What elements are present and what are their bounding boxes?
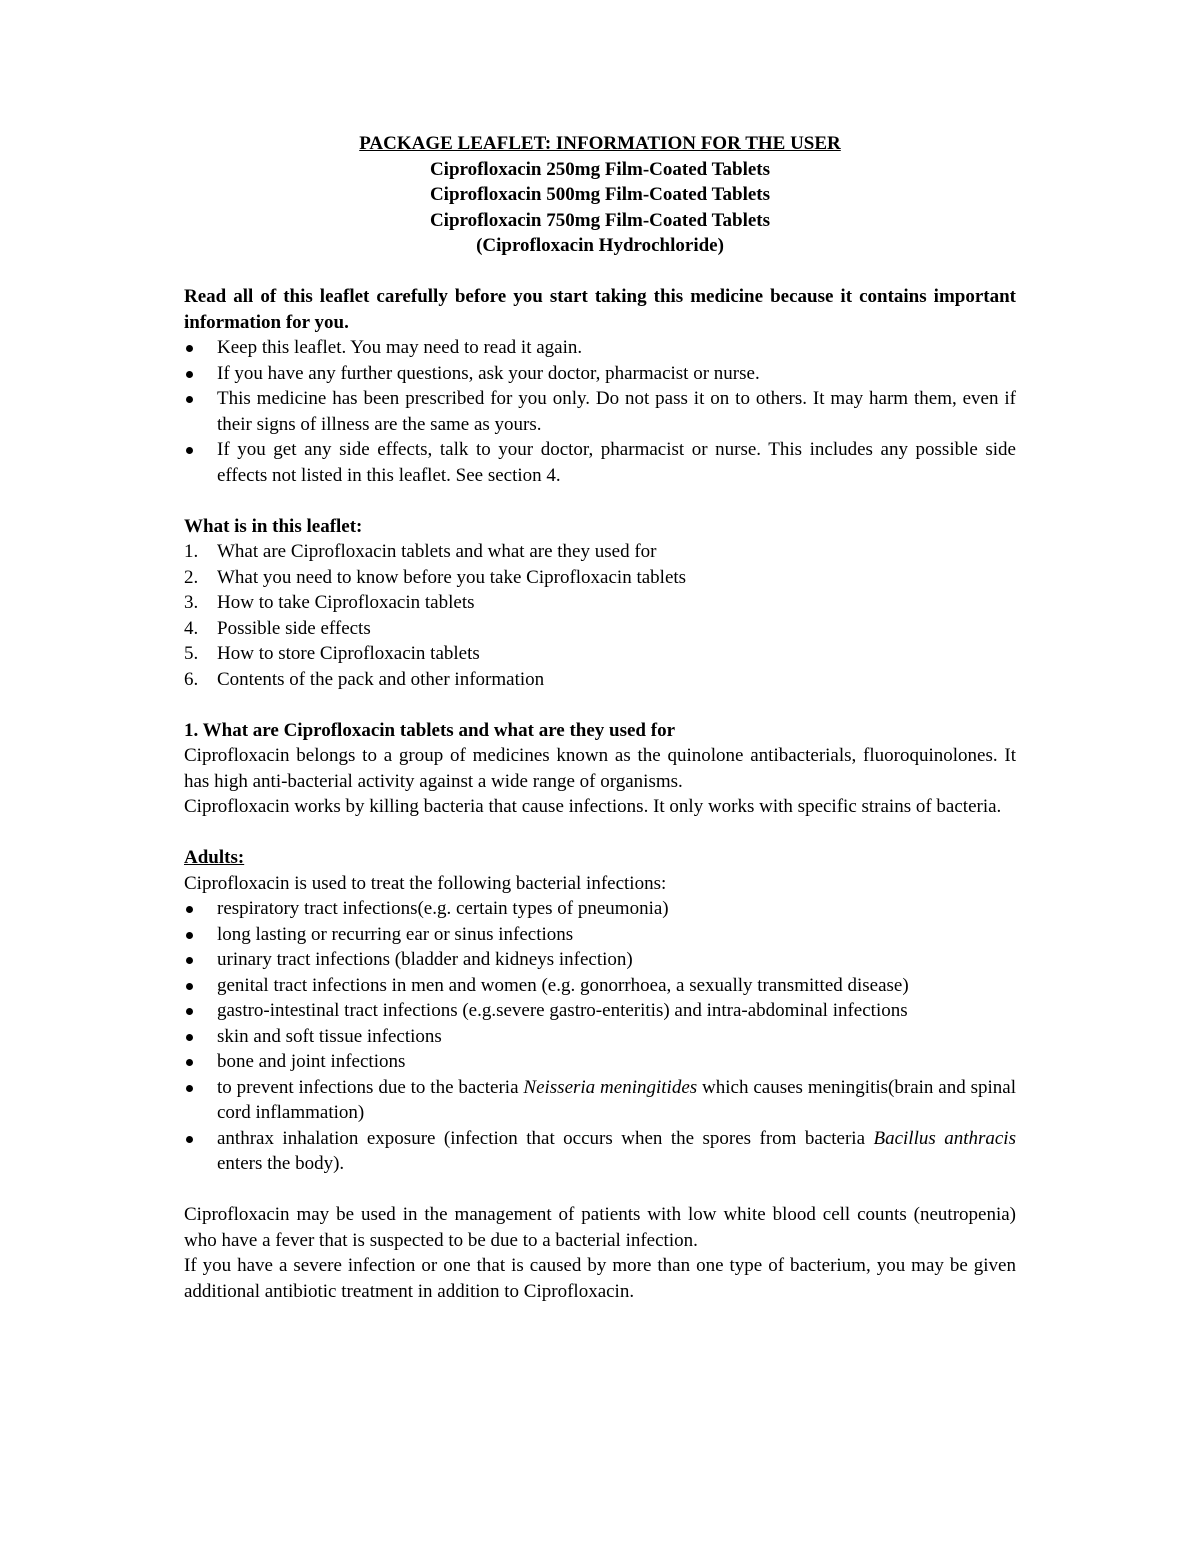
contents-item: 2. What you need to know before you take Ciprofloxacin tablets	[184, 566, 687, 588]
bullet-icon	[186, 1136, 193, 1143]
paragraph: Ciprofloxacin belongs to a group of medicines known as the quinolone antibacterials, fluoroquinolones. It has high anti-bacterial activity against a wide range of organisms.	[184, 745, 1016, 792]
paragraph: Ciprofloxacin may be used in the management of patients with low white blood cell counts (neutropenia) who have a fever that is suspected to be due to a bacterial infection.	[184, 1204, 1016, 1251]
list-item: skin and soft tissue infections	[184, 1024, 1016, 1050]
list-item: long lasting or recurring ear or sinus infections	[184, 922, 1016, 948]
bullet-icon	[186, 906, 193, 913]
contents-item: 4. Possible side effects	[184, 617, 371, 639]
bullet-icon	[186, 1008, 193, 1015]
list-item: This medicine has been prescribed for you only. Do not pass it on to others. It may harm them, even if their signs of illness are the same as yours.	[184, 386, 1016, 437]
bullet-icon	[186, 1059, 193, 1066]
bullet-icon	[186, 957, 193, 964]
document-title: PACKAGE LEAFLET: INFORMATION FOR THE USER	[359, 133, 841, 154]
indications-list	[184, 896, 1016, 1177]
bullet-icon	[186, 447, 193, 454]
contents-item: 5. How to store Ciprofloxacin tablets	[184, 643, 480, 664]
bullet-icon	[186, 1085, 193, 1092]
bullet-icon	[186, 932, 193, 939]
bullet-icon	[186, 396, 193, 403]
product-name: Ciprofloxacin 500mg Film-Coated Tablets	[429, 184, 771, 205]
section-1-heading: 1. What are Ciprofloxacin tablets and what are they used for	[184, 719, 676, 741]
bacteria-name: Neisseria meningitides	[523, 1076, 698, 1098]
list-item: bone and joint infections	[184, 1049, 1016, 1075]
contents-heading: What is in this leaflet:	[184, 515, 363, 537]
list-item: anthrax inhalation exposure (infection that occurs when the spores from bacteria Bacillus anthracis enters the body).	[184, 1126, 1016, 1177]
paragraph: Ciprofloxacin works by killing bacteria that cause infections. It only works with specific strains of bacteria.	[184, 796, 1002, 817]
contents-item: 1. What are Ciprofloxacin tablets and what are they used for	[184, 541, 657, 562]
intro-warning: Read all of this leaflet carefully before you start taking this medicine because it contains important information for you.	[184, 286, 1016, 333]
contents-list	[184, 539, 1016, 692]
list-item: If you have any further questions, ask your doctor, pharmacist or nurse.	[184, 361, 1016, 387]
list-item: Keep this leaflet. You may need to read it again.	[184, 335, 1016, 361]
bacteria-name: Bacillus anthracis	[873, 1127, 1016, 1149]
product-name: Ciprofloxacin 750mg Film-Coated Tablets	[429, 209, 771, 231]
contents-item: 6. Contents of the pack and other information	[184, 668, 545, 690]
bullet-icon	[186, 371, 193, 378]
contents-item: 3. How to take Ciprofloxacin tablets	[184, 592, 475, 613]
adults-intro: Ciprofloxacin is used to treat the following bacterial infections:	[184, 872, 667, 894]
bullet-icon	[186, 983, 193, 990]
list-item: gastro-intestinal tract infections (e.g.severe gastro-enteritis) and intra-abdominal infections	[184, 998, 1016, 1024]
adults-heading: Adults:	[184, 847, 245, 868]
document-body	[184, 131, 1016, 1304]
intro-bullet-list	[184, 335, 1016, 488]
active-ingredient: (Ciprofloxacin Hydrochloride)	[476, 235, 724, 256]
product-name: Ciprofloxacin 250mg Film-Coated Tablets	[429, 158, 771, 180]
list-item: respiratory tract infections(e.g. certain types of pneumonia)	[184, 896, 1016, 922]
bullet-icon	[186, 345, 193, 352]
list-item: urinary tract infections (bladder and kidneys infection)	[184, 947, 1016, 973]
list-item: If you get any side effects, talk to your doctor, pharmacist or nurse. This includes any possible side effects not listed in this leaflet. See section 4.	[184, 437, 1016, 488]
list-item: to prevent infections due to the bacteria Neisseria meningitides which causes meningitis(brain and spinal cord inflammation)	[184, 1075, 1016, 1126]
list-item: genital tract infections in men and women (e.g. gonorrhoea, a sexually transmitted disease)	[184, 973, 1016, 999]
paragraph: If you have a severe infection or one that is caused by more than one type of bacterium, you may be given additional antibiotic treatment in addition to Ciprofloxacin.	[184, 1255, 1016, 1302]
leaflet-header	[184, 131, 1016, 259]
bullet-icon	[186, 1034, 193, 1041]
